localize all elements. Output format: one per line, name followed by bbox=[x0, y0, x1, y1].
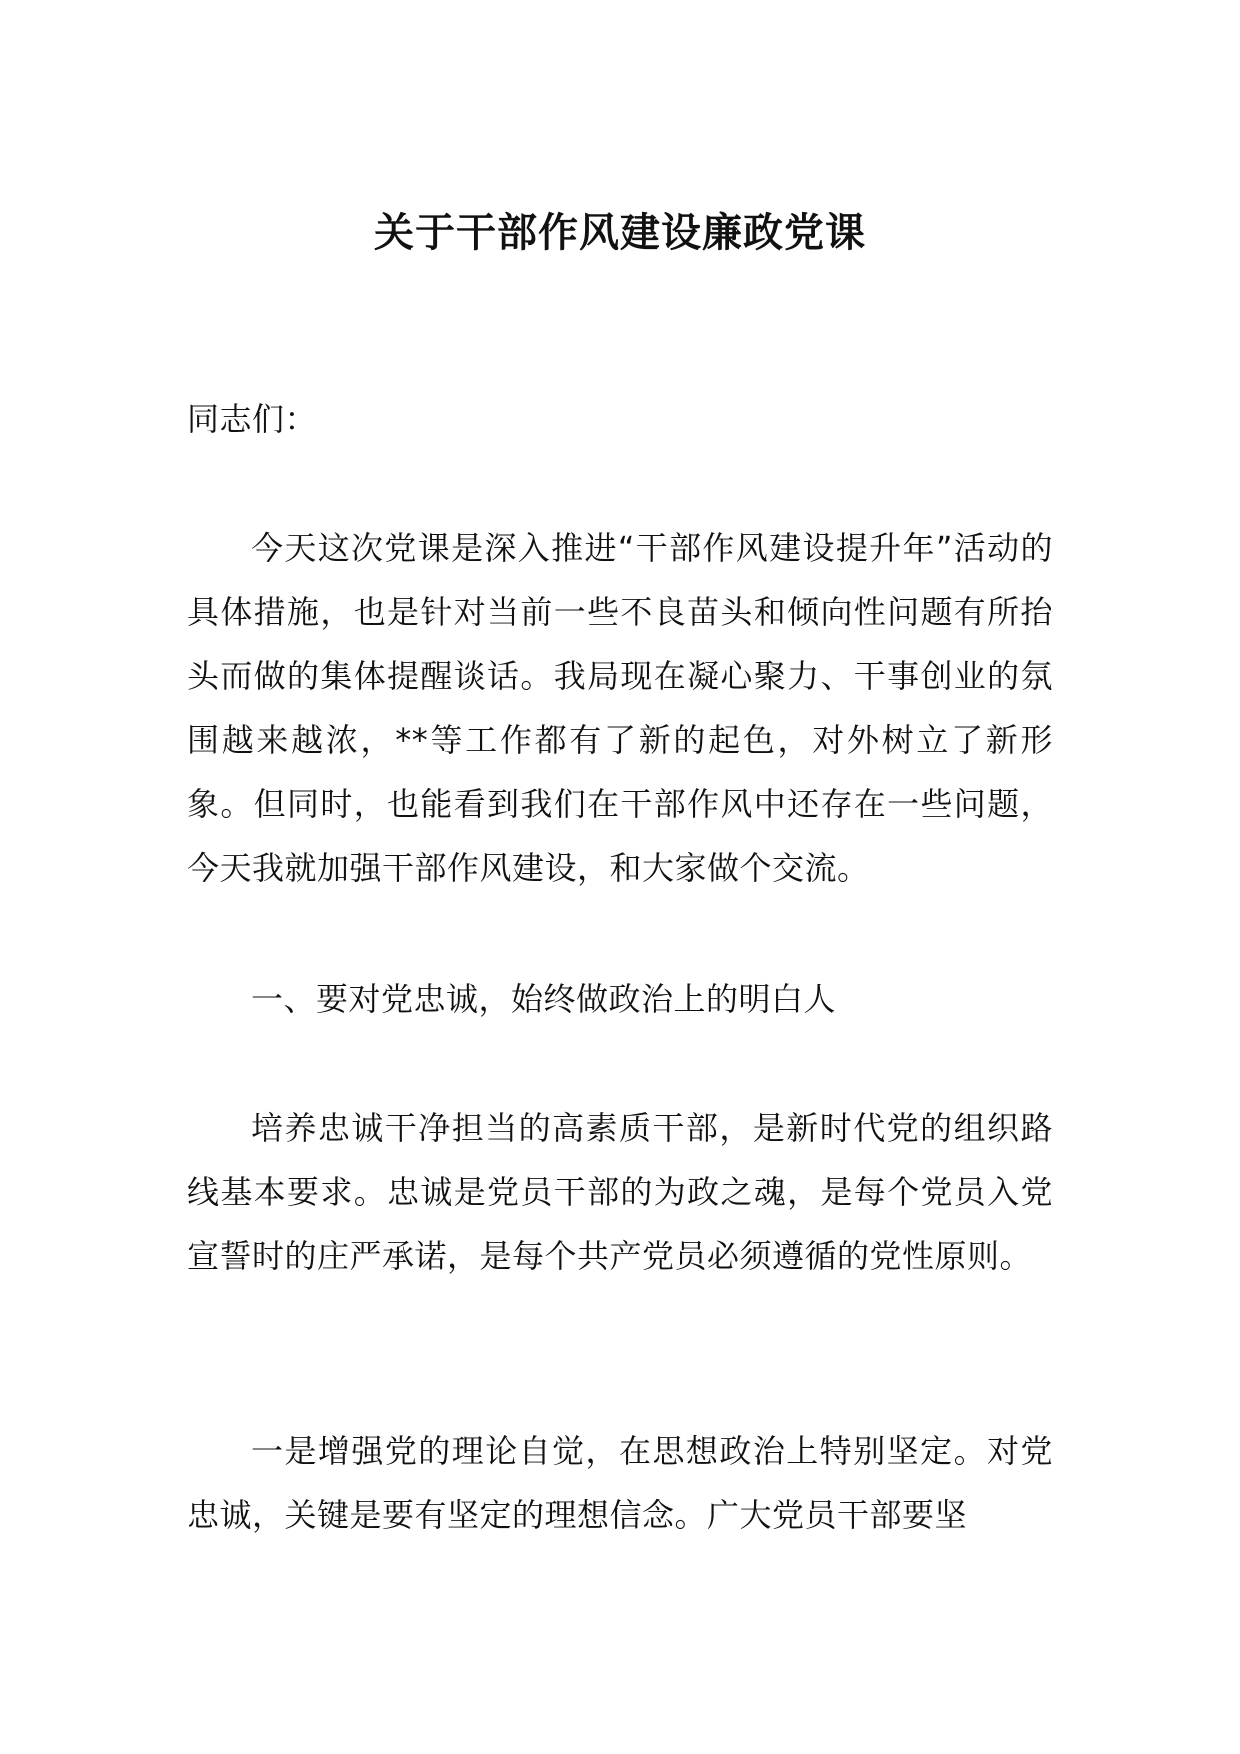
intro-paragraph: 今天这次党课是深入推进“干部作风建设提升年”活动的具体措施，也是针对当前一些不良苗头和倾向性问题有所抬头而做的集体提醒谈话。我局现在凝心聚力、干事创业的氛围越来越浓，**等工作都有了新的起色，对外树立了新形象。但同时，也能看到我们在干部作风中还存在一些问题，今天我就加强干部作风建设，和大家做个交流。 bbox=[187, 529, 1053, 887]
salutation: 同志们： bbox=[187, 400, 318, 438]
section-1-paragraph-2: 一是增强党的理论自觉，在思想政治上特别坚定。对党忠诚，关键是要有坚定的理想信念。广大党员干部要坚 bbox=[187, 1432, 1053, 1534]
document-title: 关于干部作风建设廉政党课 bbox=[374, 210, 866, 256]
section-heading-1: 一、要对党忠诚，始终做政治上的明白人 bbox=[251, 980, 837, 1018]
section-1-paragraph-1: 培养忠诚干净担当的高素质干部，是新时代党的组织路线基本要求。忠诚是党员干部的为政之魂，是每个党员入党宣誓时的庄严承诺，是每个共产党员必须遵循的党性原则。 bbox=[187, 1109, 1053, 1275]
